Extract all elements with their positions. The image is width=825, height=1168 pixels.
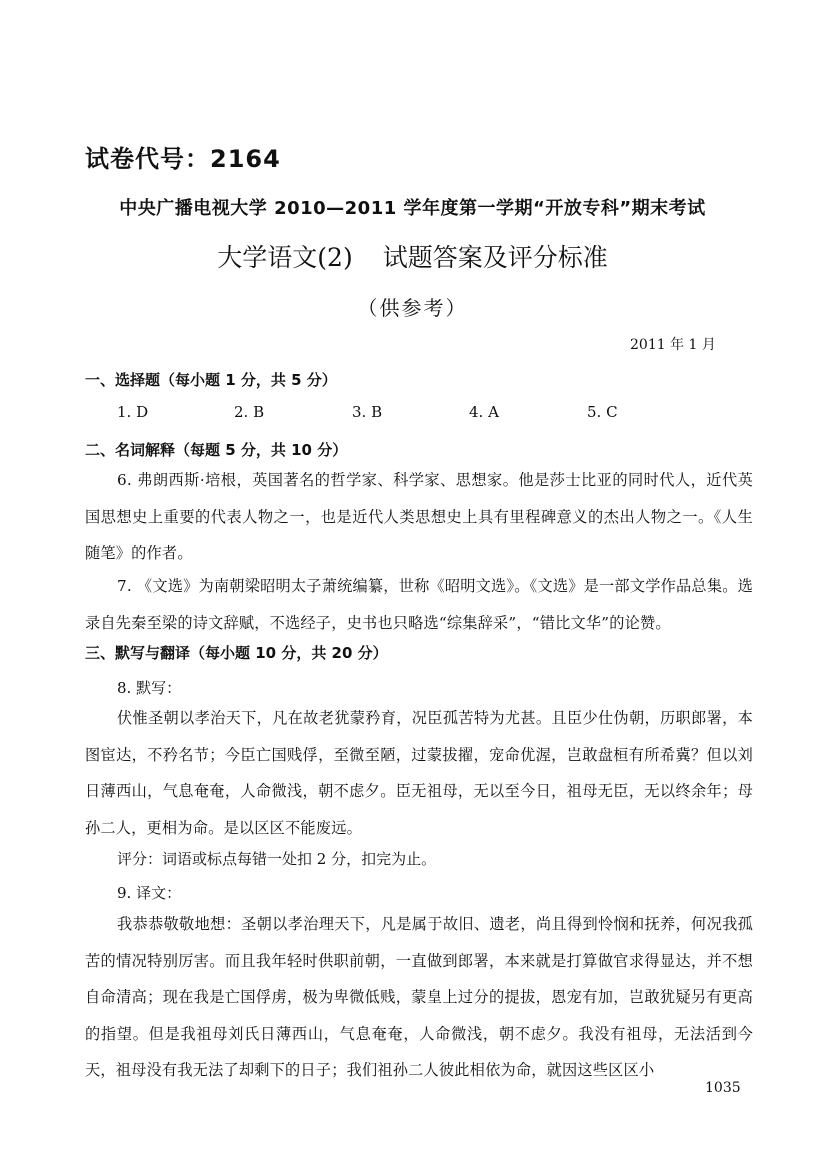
page-number: 1035 [705,1080,741,1096]
mc-answer-1: 1. D [117,403,149,421]
date: 2011 年 1 月 [630,337,716,353]
section-heading-terms: 二、名词解释（每题 5 分，共 10 分） [85,441,348,459]
mc-answer-5: 5. C [587,403,618,421]
q8-scoring: 评分：词语或标点每错一处扣 2 分，扣完为止。 [117,850,437,868]
subject-name: 大学语文(2) [217,243,353,272]
q8-label: 8. 默写： [117,679,182,697]
mc-answer-3: 3. B [352,403,383,421]
mc-answer-4: 4. A [469,403,499,421]
section-heading-dictation: 三、默写与翻译（每小题 10 分，共 20 分） [85,644,388,662]
mc-answer-2: 2. B [234,403,265,421]
subject-title [0,238,825,274]
answer-q7: 7. 《文选》为南朝梁昭明太子萧统编纂，世称《昭明文选》。《文选》是一部文学作品总集。选录自先秦至梁的诗文辞赋，不选经子，史书也只略选“综集辞采”，“错比文华”的论赞。 [85,577,753,632]
section-heading-choice: 一、选择题（每小题 1 分，共 5 分） [85,371,337,389]
exam-title: 中央广播电视大学 2010—2011 学年度第一学期“开放专科”期末考试 [119,198,706,219]
paper-code-label: 试卷代号：2164 [85,145,281,173]
answer-q8-text: 伏惟圣朝以孝治天下，凡在故老犹蒙矜育，况臣孤苦特为尤甚。且臣少仕伪朝，历职郎署，本图宦达，不矜名节；今臣亡国贱俘，至微至陋，过蒙拔擢，宠命优渥，岂敢盘桓有所希冀？但以刘日薄西山，气息奄奄，人命微浅，朝不虑夕。臣无祖母，无以至今日，祖母无臣，无以终余年；母孙二人，更相为命。是以区区不能废远。 [85,709,753,837]
doc-type: 试题答案及评分标准 [382,243,608,272]
q9-label: 9. 译文： [117,884,182,902]
answer-q9-text: 我恭恭敬敬地想：圣朝以孝治理天下，凡是属于故旧、遗老，尚且得到怜悯和抚养，何况我孤苦的情况特别厉害。而且我年轻时供职前朝，一直做到郎署，本来就是打算做官求得显达，并不想自命清高；现在我是亡国俘虏，极为卑微低贱，蒙皇上过分的提拔，恩宠有加，岂敢犹疑另有更高的指望。但是我祖母刘氏日薄西山，气息奄奄，人命微浅，朝不虑夕。我没有祖母，无法活到今天，祖母没有我无法了却剩下的日子；我们祖孙二人彼此相依为命，就因这些区区小 [85,915,753,1079]
subtitle: （供参考） [357,296,468,320]
answer-q6: 6. 弗朗西斯·培根，英国著名的哲学家、科学家、思想家。他是莎士比亚的同时代人，近代英国思想史上重要的代表人物之一，也是近代人类思想史上具有里程碑意义的杰出人物之一。《人生随笔》的作者。 [85,471,753,562]
